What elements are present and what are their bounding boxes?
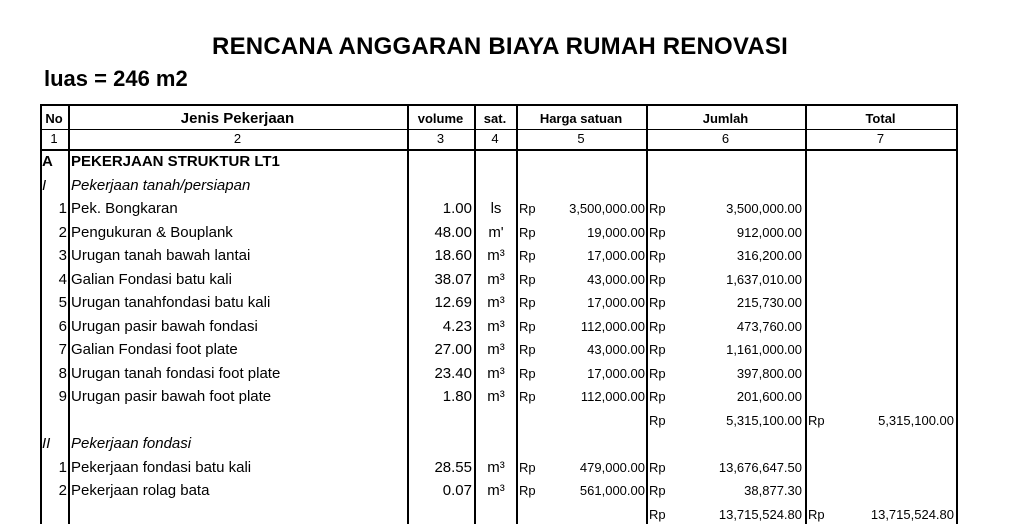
cell-no: A	[42, 150, 67, 174]
cell-harga: 112,000.00	[543, 385, 645, 409]
table-row	[40, 338, 958, 362]
cell-jumlah: 13,676,647.50	[673, 456, 802, 480]
cell-rp1: Rp	[519, 291, 543, 315]
cell-no: II	[42, 432, 67, 456]
header-row	[40, 108, 958, 128]
cell-volume: 1.80	[409, 385, 472, 409]
table-row	[40, 150, 958, 174]
cell-volume: 23.40	[409, 362, 472, 386]
cell-sat: m³	[476, 338, 516, 362]
cell-jumlah: 1,161,000.00	[673, 338, 802, 362]
cell-rp1: Rp	[519, 338, 543, 362]
cell-harga: 479,000.00	[543, 456, 645, 480]
header-no: No	[40, 108, 68, 128]
cell-harga: 112,000.00	[543, 315, 645, 339]
cell-no: 9	[42, 385, 67, 409]
table-row	[40, 174, 958, 198]
cell-harga: 19,000.00	[543, 221, 645, 245]
table-top-border	[40, 104, 958, 106]
cell-rp2: Rp	[649, 291, 673, 315]
table-row	[40, 244, 958, 268]
cell-volume: 4.23	[409, 315, 472, 339]
col-index-1: 1	[40, 129, 68, 147]
cell-rp2: Rp	[649, 362, 673, 386]
cell-volume: 18.60	[409, 244, 472, 268]
cell-rp3: Rp	[808, 503, 832, 524]
cell-desc: Pengukuran & Bouplank	[71, 221, 405, 245]
cell-harga: 43,000.00	[543, 268, 645, 292]
cell-rp2: Rp	[649, 268, 673, 292]
table-row	[40, 479, 958, 503]
header-volume: volume	[407, 108, 474, 128]
col-index-7: 7	[805, 129, 956, 147]
col-index-3: 3	[407, 129, 474, 147]
cell-rp1: Rp	[519, 221, 543, 245]
header-sat: sat.	[474, 108, 516, 128]
cell-rp2: Rp	[649, 221, 673, 245]
table-row	[40, 385, 958, 409]
cell-volume: 27.00	[409, 338, 472, 362]
cell-no: 2	[42, 479, 67, 503]
cell-desc: Urugan pasir bawah fondasi	[71, 315, 405, 339]
col-index-6: 6	[646, 129, 805, 147]
cell-rp2: Rp	[649, 409, 673, 433]
table-row	[40, 432, 958, 456]
cell-jumlah: 3,500,000.00	[673, 197, 802, 221]
cell-desc: Galian Fondasi batu kali	[71, 268, 405, 292]
cell-jumlah: 215,730.00	[673, 291, 802, 315]
document-title: RENCANA ANGGARAN BIAYA RUMAH RENOVASI	[0, 33, 1000, 61]
cell-total: 13,715,524.80	[832, 503, 954, 524]
header-total: Total	[805, 108, 956, 128]
cell-sat: m³	[476, 268, 516, 292]
cell-sat: m³	[476, 385, 516, 409]
cell-sat: m³	[476, 479, 516, 503]
cell-volume: 48.00	[409, 221, 472, 245]
cell-harga: 561,000.00	[543, 479, 645, 503]
header-jenis: Jenis Pekerjaan	[68, 108, 407, 128]
cell-volume: 28.55	[409, 456, 472, 480]
cell-rp1: Rp	[519, 385, 543, 409]
cell-jumlah: 473,760.00	[673, 315, 802, 339]
cell-jumlah: 397,800.00	[673, 362, 802, 386]
header-jumlah: Jumlah	[646, 108, 805, 128]
cell-desc: Galian Fondasi foot plate	[71, 338, 405, 362]
cell-no: 6	[42, 315, 67, 339]
area-subtitle: luas = 246 m2	[44, 66, 188, 92]
cell-rp2: Rp	[649, 338, 673, 362]
cell-sat: m³	[476, 291, 516, 315]
cell-desc: Pek. Bongkaran	[71, 197, 405, 221]
cell-no: 3	[42, 244, 67, 268]
cell-desc: Urugan tanah fondasi foot plate	[71, 362, 405, 386]
cell-rp2: Rp	[649, 503, 673, 524]
cell-desc: Urugan tanahfondasi batu kali	[71, 291, 405, 315]
cell-no: 2	[42, 221, 67, 245]
cell-rp2: Rp	[649, 244, 673, 268]
cell-no: I	[42, 174, 67, 198]
cell-rp2: Rp	[649, 197, 673, 221]
table-row	[40, 362, 958, 386]
table-row	[40, 409, 958, 433]
cell-rp3: Rp	[808, 409, 832, 433]
cell-sat: ls	[476, 197, 516, 221]
table-row	[40, 315, 958, 339]
header-harga: Harga satuan	[516, 108, 646, 128]
cell-sat: m³	[476, 362, 516, 386]
cell-jumlah: 316,200.00	[673, 244, 802, 268]
cell-desc: Urugan tanah bawah lantai	[71, 244, 405, 268]
column-index-row	[40, 129, 958, 147]
cell-rp2: Rp	[649, 456, 673, 480]
cell-harga: 17,000.00	[543, 291, 645, 315]
cell-volume: 12.69	[409, 291, 472, 315]
cell-rp2: Rp	[649, 315, 673, 339]
cell-sat: m³	[476, 456, 516, 480]
cell-sat: m³	[476, 315, 516, 339]
col-index-2: 2	[68, 129, 407, 147]
cell-rp1: Rp	[519, 197, 543, 221]
cell-rp1: Rp	[519, 456, 543, 480]
cell-rp2: Rp	[649, 385, 673, 409]
cost-table	[40, 104, 958, 524]
cell-sat: m³	[476, 244, 516, 268]
cell-volume: 38.07	[409, 268, 472, 292]
cell-volume: 0.07	[409, 479, 472, 503]
cell-desc: Urugan pasir bawah foot plate	[71, 385, 405, 409]
cell-rp1: Rp	[519, 479, 543, 503]
cell-no: 8	[42, 362, 67, 386]
table-row	[40, 291, 958, 315]
table-row	[40, 197, 958, 221]
cell-rp1: Rp	[519, 244, 543, 268]
table-row	[40, 268, 958, 292]
cell-no: 1	[42, 197, 67, 221]
col-index-5: 5	[516, 129, 646, 147]
cell-desc: Pekerjaan rolag bata	[71, 479, 405, 503]
cell-jumlah: 912,000.00	[673, 221, 802, 245]
cell-harga: 3,500,000.00	[543, 197, 645, 221]
cell-rp1: Rp	[519, 362, 543, 386]
cell-desc: Pekerjaan fondasi batu kali	[71, 456, 405, 480]
cell-no: 4	[42, 268, 67, 292]
cell-rp1: Rp	[519, 268, 543, 292]
cell-jumlah: 5,315,100.00	[673, 409, 802, 433]
cell-total: 5,315,100.00	[832, 409, 954, 433]
col-index-4: 4	[474, 129, 516, 147]
table-row	[40, 221, 958, 245]
cell-jumlah: 201,600.00	[673, 385, 802, 409]
cell-desc: Pekerjaan tanah/persiapan	[71, 174, 405, 198]
cell-desc: Pekerjaan fondasi	[71, 432, 405, 456]
cell-desc: PEKERJAAN STRUKTUR LT1	[71, 150, 405, 174]
cell-jumlah: 1,637,010.00	[673, 268, 802, 292]
table-row	[40, 456, 958, 480]
cell-rp2: Rp	[649, 479, 673, 503]
cell-harga: 43,000.00	[543, 338, 645, 362]
cell-rp1: Rp	[519, 315, 543, 339]
cell-no: 1	[42, 456, 67, 480]
cell-volume: 1.00	[409, 197, 472, 221]
cell-sat: m'	[476, 221, 516, 245]
cell-no: 7	[42, 338, 67, 362]
cell-no: 5	[42, 291, 67, 315]
cell-jumlah: 38,877.30	[673, 479, 802, 503]
cell-harga: 17,000.00	[543, 244, 645, 268]
cell-harga: 17,000.00	[543, 362, 645, 386]
cell-jumlah: 13,715,524.80	[673, 503, 802, 524]
table-row	[40, 503, 958, 524]
